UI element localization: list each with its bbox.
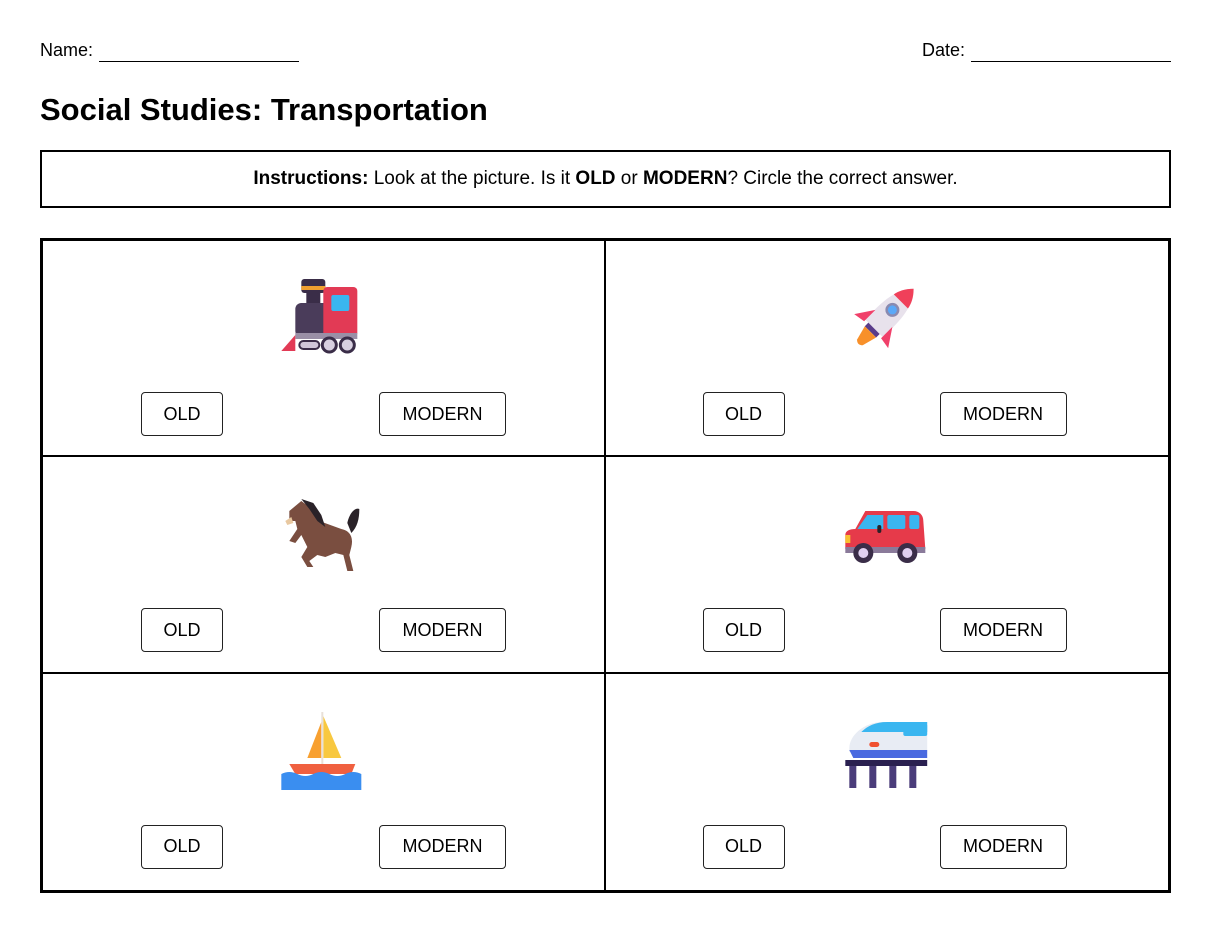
old-button[interactable]: OLD	[141, 392, 223, 436]
old-button[interactable]: OLD	[703, 392, 785, 436]
instructions-old-keyword: OLD	[575, 168, 616, 189]
item-cell-steam-locomotive	[43, 241, 606, 457]
item-cell-horse	[43, 457, 606, 673]
item-cell-rocket	[606, 241, 1169, 457]
item-cell-monorail-train	[606, 674, 1169, 890]
old-button[interactable]: OLD	[141, 825, 223, 869]
modern-button[interactable]: MODERN	[940, 392, 1067, 436]
instructions-part: Look at the picture. Is it	[368, 168, 576, 189]
item-cell-car	[606, 457, 1169, 673]
modern-button[interactable]: MODERN	[379, 825, 506, 869]
instructions-part: or	[615, 168, 643, 189]
page-title: Social Studies: Transportation	[40, 92, 488, 127]
old-button[interactable]: OLD	[703, 825, 785, 869]
old-button[interactable]: OLD	[141, 608, 223, 652]
name-label: Name:	[40, 40, 94, 60]
instructions-label: Instructions:	[253, 168, 369, 189]
name-blank-line[interactable]	[99, 43, 299, 62]
instructions-modern-keyword: MODERN	[642, 168, 728, 189]
worksheet-grid	[40, 238, 1171, 893]
old-button[interactable]: OLD	[703, 608, 785, 652]
date-field	[922, 38, 1171, 62]
sailboat-icon	[280, 708, 364, 792]
modern-button[interactable]: MODERN	[379, 608, 506, 652]
steam-locomotive-icon	[280, 275, 364, 359]
instructions-text	[253, 168, 957, 190]
rocket-icon	[843, 275, 927, 359]
name-field	[40, 38, 299, 62]
modern-button[interactable]: MODERN	[940, 608, 1067, 652]
modern-button[interactable]: MODERN	[379, 392, 506, 436]
instructions-part: ? Circle the correct answer.	[727, 168, 958, 189]
date-blank-line[interactable]	[971, 43, 1171, 62]
header-row	[40, 38, 1171, 62]
item-cell-sailboat	[43, 674, 606, 890]
horse-icon	[280, 491, 364, 575]
instructions-box	[40, 150, 1171, 208]
monorail-train-icon	[843, 708, 927, 792]
modern-button[interactable]: MODERN	[940, 825, 1067, 869]
date-label: Date:	[921, 40, 965, 60]
car-icon	[843, 491, 927, 575]
